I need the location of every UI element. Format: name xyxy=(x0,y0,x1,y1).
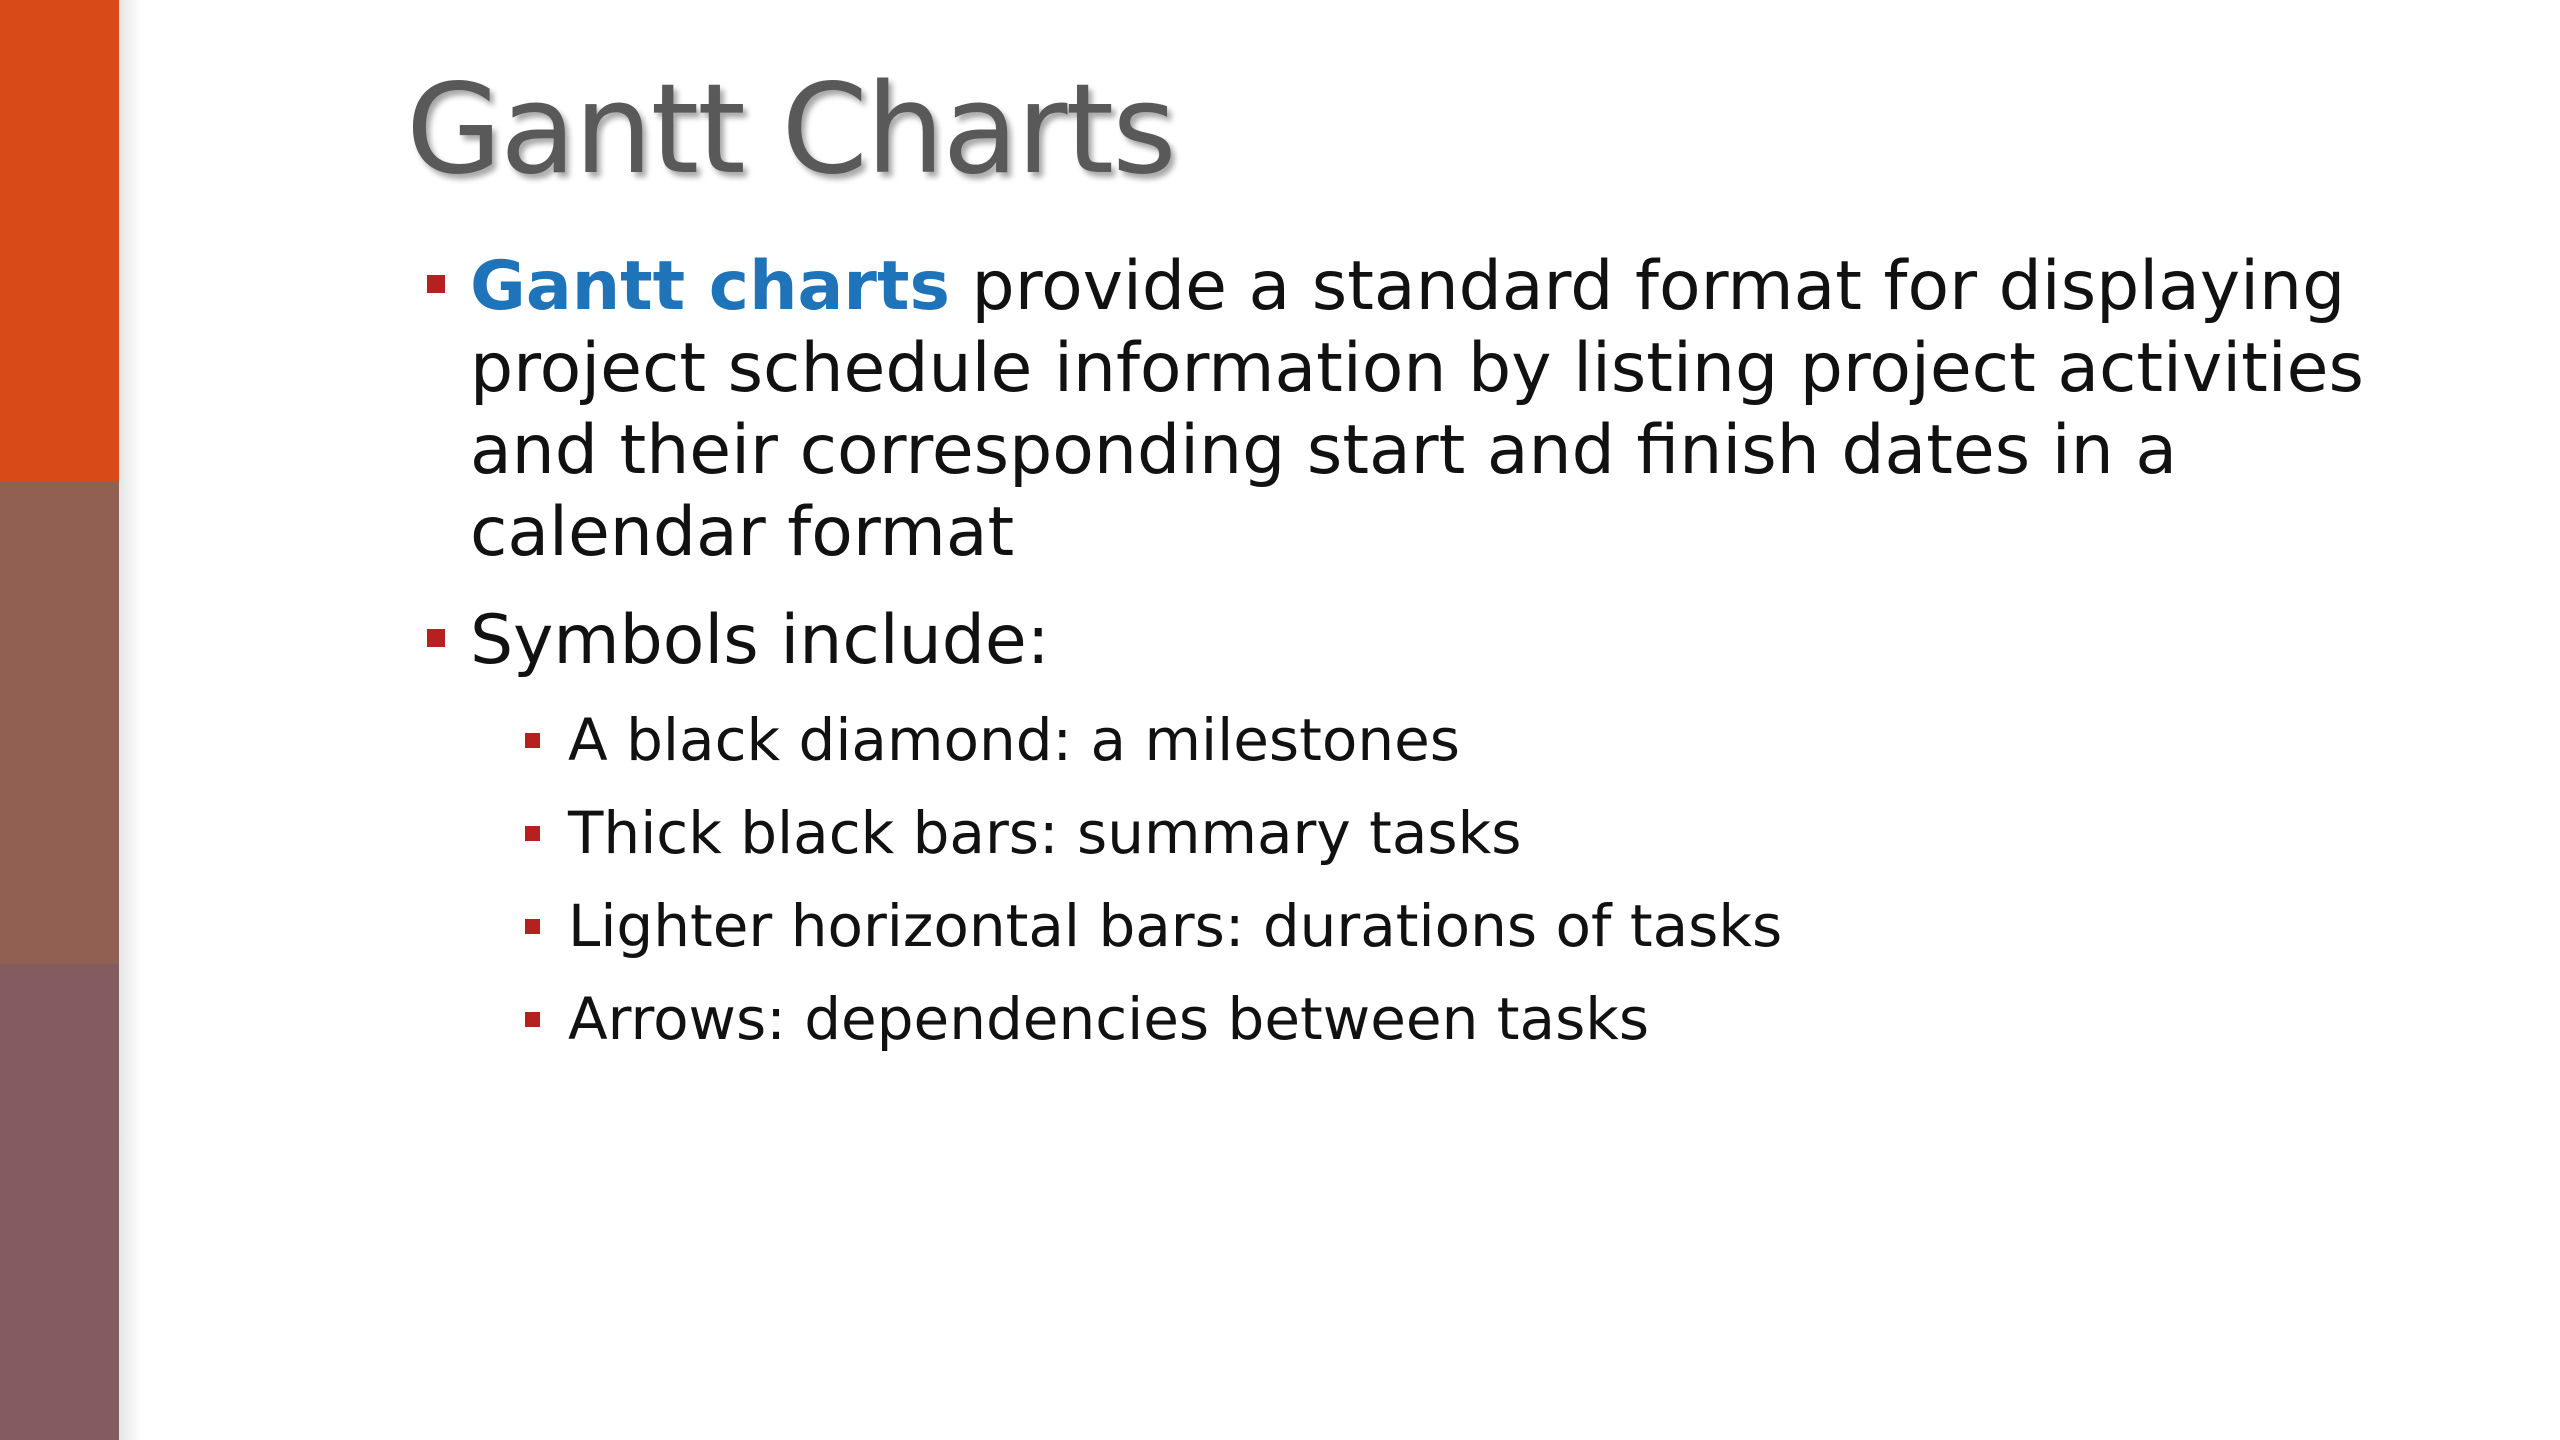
accent-stripe-bottom xyxy=(0,964,119,1440)
sub-bullet-text: Lighter horizontal bars: durations of tasks xyxy=(568,892,1783,960)
square-bullet-icon xyxy=(525,919,540,934)
square-bullet-icon xyxy=(427,275,445,293)
accent-stripe-top xyxy=(0,0,119,482)
square-bullet-icon xyxy=(525,733,540,748)
square-bullet-icon xyxy=(525,826,540,841)
accent-stripe-shadow xyxy=(119,0,141,1440)
bullet-item-gantt-charts xyxy=(420,246,2440,574)
sub-bullet-list xyxy=(518,694,2440,1066)
square-bullet-icon xyxy=(525,1012,540,1027)
sub-bullet-item-milestone xyxy=(518,694,2440,787)
bullet-text: provide a standard format for displaying project schedule information by listing project activities and their corresponding start and finish dates in a calendar format xyxy=(470,247,2364,572)
bullet-text: Symbols include: xyxy=(470,601,1050,680)
sub-bullet-item-task-durations xyxy=(518,880,2440,973)
sub-bullet-item-dependencies xyxy=(518,973,2440,1066)
sub-bullet-text: Thick black bars: summary tasks xyxy=(568,799,1522,867)
sub-bullet-item-summary-tasks xyxy=(518,787,2440,880)
bullet-item-symbols xyxy=(420,600,2440,1066)
bullet-list xyxy=(420,246,2440,1092)
slide-title: Gantt Charts xyxy=(406,58,1175,202)
sub-bullet-text: A black diamond: a milestones xyxy=(568,706,1461,774)
accent-stripe-middle xyxy=(0,482,119,964)
highlighted-term: Gantt charts xyxy=(470,247,950,326)
sub-bullet-text: Arrows: dependencies between tasks xyxy=(568,985,1650,1053)
square-bullet-icon xyxy=(427,629,445,647)
